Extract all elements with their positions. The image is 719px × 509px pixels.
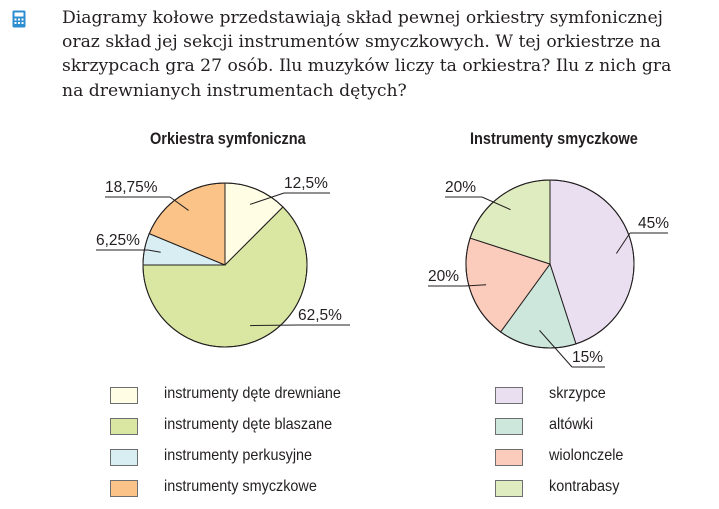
legend-label: instrumenty dęte drewniane: [164, 385, 341, 402]
data-label: 6,25%: [96, 232, 140, 249]
legend-label: skrzypce: [549, 385, 606, 402]
legend-swatch: [495, 418, 523, 435]
legend-label: instrumenty dęte blaszane: [164, 416, 333, 433]
data-label: 12,5%: [284, 175, 328, 192]
legend-swatch: [495, 387, 523, 404]
legend-label: wiolonczele: [549, 447, 624, 464]
legend-swatch: [110, 387, 138, 404]
problem-line: Diagramy kołowe przedstawiają skład pewnej orkiestry symfonicznej: [62, 8, 663, 28]
data-label: 18,75%: [105, 179, 158, 196]
legend-swatch: [110, 480, 138, 497]
legend-label: altówki: [549, 416, 594, 433]
chart-title-strings: Instrumenty smyczkowe: [470, 130, 638, 148]
legend-swatch: [495, 480, 523, 497]
problem-line: skrzypcach gra 27 osób. Ilu muzyków liczy ta orkiestra? Ilu z nich gra: [62, 56, 672, 77]
data-label: 62,5%: [298, 307, 342, 324]
chart-title-orchestra: Orkiestra symfoniczna: [150, 130, 306, 148]
legend-label: instrumenty smyczkowe: [164, 478, 317, 495]
legend-swatch: [495, 449, 523, 466]
data-label: 20%: [428, 268, 460, 285]
data-label: 15%: [572, 349, 604, 366]
legend-swatch: [110, 449, 138, 466]
legend-label: kontrabasy: [549, 478, 620, 495]
data-label: 45%: [638, 215, 670, 232]
problem-line: na drewnianych instrumentach dętych?: [62, 80, 407, 101]
problem-line: oraz skład jej sekcji instrumentów smyczkowych. W tej orkiestrze na: [62, 32, 661, 53]
legend-swatch: [110, 418, 138, 435]
leader-line: [250, 325, 298, 326]
data-label: 20%: [445, 179, 477, 196]
legend-label: instrumenty perkusyjne: [164, 447, 313, 464]
